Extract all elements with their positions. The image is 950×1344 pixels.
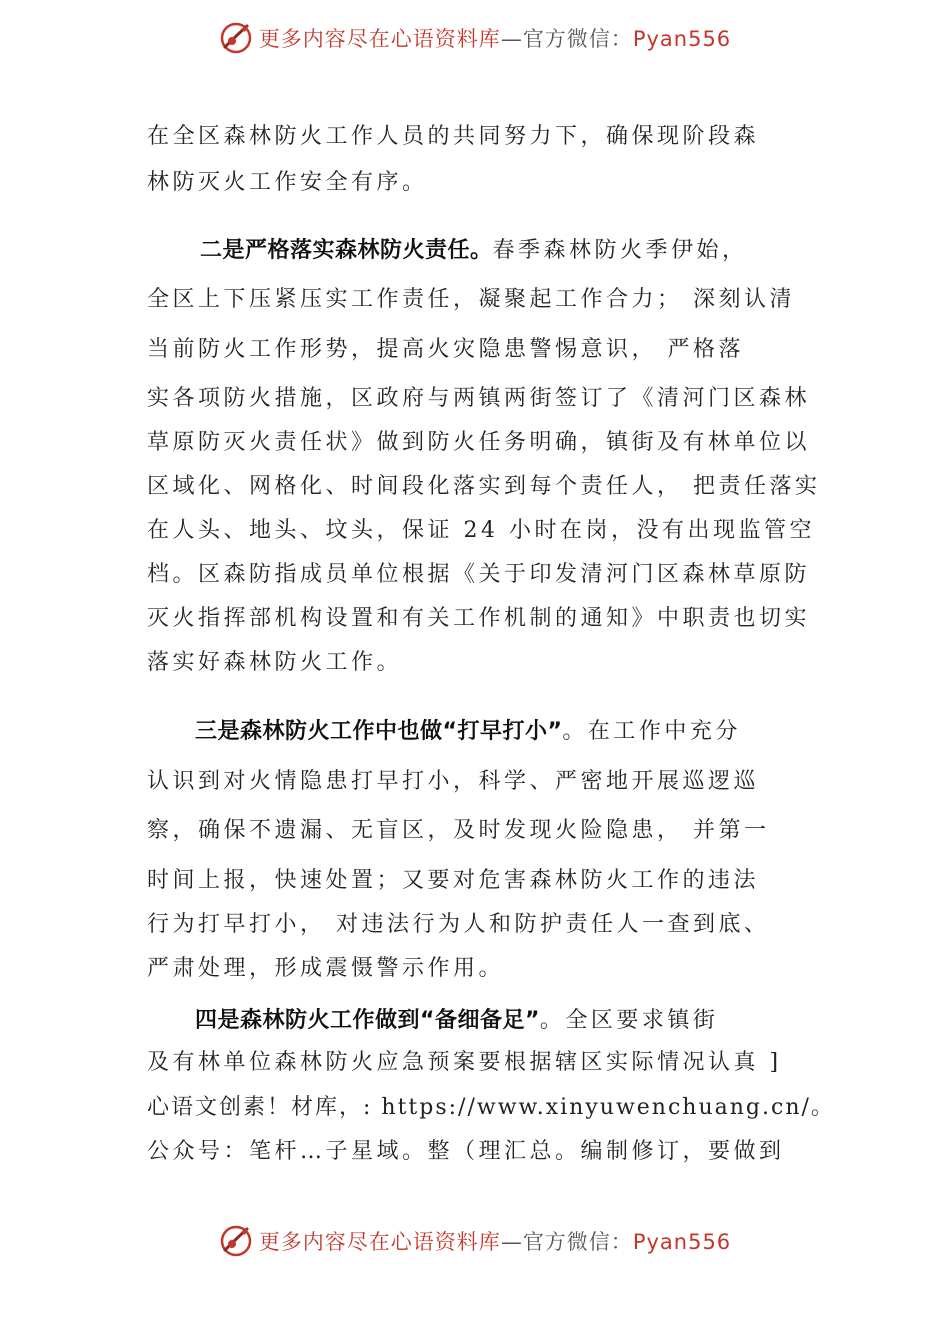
p4-line-3: 心语文创素！材库，: https://www.xinyuwenchuang.cn/。	[147, 1095, 835, 1120]
p2-line-2: 全区上下压紧压实工作责任，凝聚起工作合力； 深刻认清	[147, 287, 795, 312]
p2-line-8: 档。区森防指成员单位根据《关于印发清河门区森林草原防	[147, 562, 811, 587]
footer-brand-text: 更多内容尽在心语资料库	[258, 1230, 501, 1254]
header-brand-text: 更多内容尽在心语资料库	[258, 27, 501, 51]
p2-heading: 二是严格落实森林防火责任。	[200, 238, 493, 263]
p2-line-1-rest: 春季森林防火季伊始，	[492, 238, 748, 263]
intro-line-2: 林防灭火工作安全有序。	[147, 170, 428, 195]
p2-line-4: 实各项防火措施，区政府与两镇两街签订了《清河门区森林	[147, 386, 811, 411]
header-wechat-id: Pyan556	[632, 27, 732, 51]
brand-logo-icon	[219, 1224, 253, 1258]
p3-line-2: 认识到对火情隐患打早打小，科学、严密地开展巡逻巡	[147, 769, 760, 794]
p4-line-4: 公众号：笔杆…子星域。整（理汇总。编制修订，要做到	[147, 1139, 785, 1164]
p4-line-1	[195, 1006, 718, 1036]
intro-line-1: 在全区森林防火工作人员的共同努力下，确保现阶段森	[147, 124, 760, 149]
brand-logo-icon	[219, 21, 253, 55]
p4-line-1-rest: 。全区要求镇街	[539, 1008, 719, 1033]
p2-line-9: 灭火指挥部机构设置和有关工作机制的通知》中职责也切实	[147, 606, 811, 631]
footer-wechat-id: Pyan556	[632, 1230, 732, 1254]
footer-separator: —	[500, 1230, 523, 1254]
footer-wechat-label: 官方微信：	[522, 1230, 633, 1254]
p2-line-3: 当前防火工作形势，提高火灾隐患警惕意识， 严格落	[147, 337, 744, 362]
header-wechat-label: 官方微信：	[522, 27, 633, 51]
header-separator: —	[500, 27, 523, 51]
p2-line-1	[200, 236, 748, 266]
p3-line-4: 时间上报，快速处置；又要对危害森林防火工作的违法	[147, 868, 760, 893]
p3-heading: 三是森林防火工作中也做“打早打小”	[195, 719, 563, 744]
p2-line-6: 区域化、网格化、时间段化落实到每个责任人， 把责任落实	[147, 474, 821, 499]
p3-line-3: 察，确保不遗漏、无盲区，及时发现火险隐患， 并第一	[147, 818, 770, 843]
p4-heading: 四是森林防火工作做到“备细备足”	[195, 1008, 540, 1033]
p4-line-2: 及有林单位森林防火应急预案要根据辖区实际情况认真 ]	[147, 1050, 782, 1075]
footer-text	[259, 1226, 731, 1256]
header-text	[259, 23, 731, 53]
p3-line-6: 严肃处理，形成震慑警示作用。	[147, 956, 505, 981]
p3-line-1-rest: 。在工作中充分	[562, 719, 741, 744]
footer-banner	[0, 1219, 950, 1263]
header-banner	[0, 16, 950, 60]
p2-line-7: 在人头、地头、坟头，保证 24 小时在岗，没有出现监管空	[147, 518, 815, 543]
p3-line-5: 行为打早打小， 对违法行为人和防护责任人一查到底、	[147, 912, 770, 937]
p2-line-10: 落实好森林防火工作。	[147, 650, 403, 675]
p2-line-5: 草原防灭火责任状》做到防火任务明确，镇街及有林单位以	[147, 430, 811, 455]
p3-line-1	[195, 717, 741, 747]
